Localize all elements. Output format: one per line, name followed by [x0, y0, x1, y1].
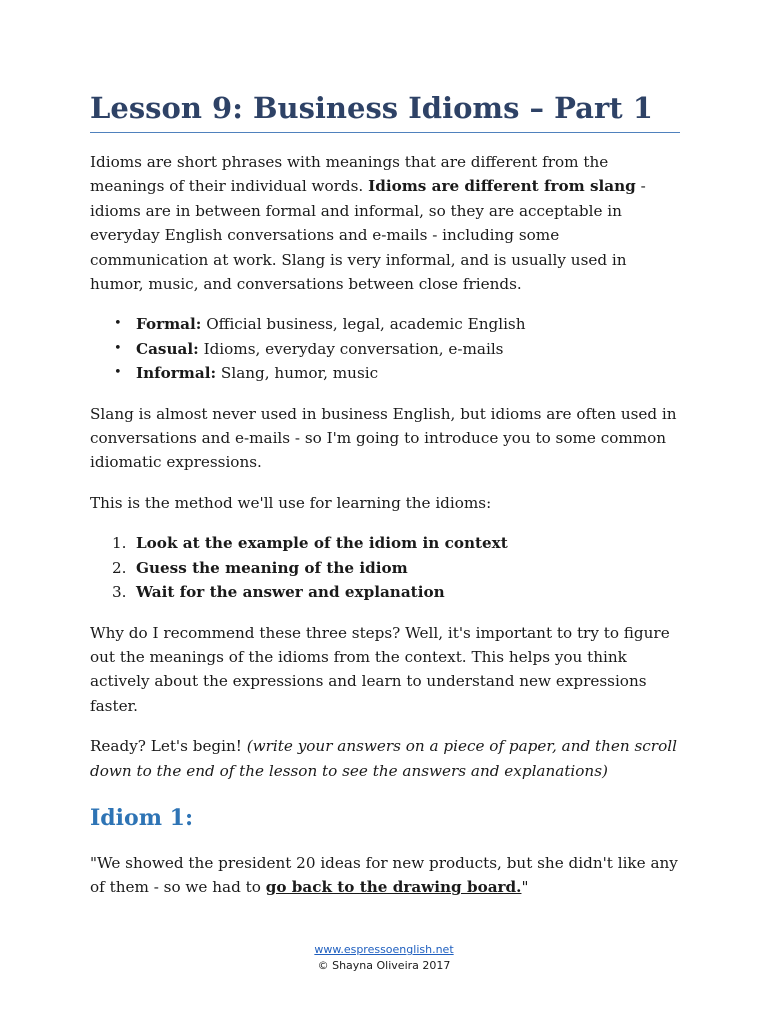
step-item: [112, 580, 680, 604]
method-intro-paragraph: This is the method we'll use for learning the idioms:: [90, 493, 492, 512]
intro-paragraph: [90, 150, 680, 296]
list-item-text: Slang, humor, music: [216, 364, 379, 383]
idiom-1-heading: Idiom 1:: [90, 804, 194, 831]
idiom-1-quote: [90, 851, 680, 900]
idiom-phrase: go back to the drawing board.: [265, 878, 522, 897]
why-paragraph: Why do I recommend these three steps? Well, it's important to try to figure out the meanings of the idioms from the context. This helps you think actively about the expressions and learn to understand new expressions faster.: [90, 623, 670, 715]
list-item-label: Casual:: [136, 339, 199, 358]
step-text: Wait for the answer and explanation: [136, 583, 445, 602]
intro-bold-text: Idioms are different from slang: [368, 177, 636, 196]
ready-lead: Ready? Let's begin!: [90, 737, 247, 756]
method-steps-list: [90, 531, 680, 604]
register-list: [90, 312, 680, 385]
page-title: Lesson 9: Business Idioms – Part 1: [90, 88, 680, 133]
document-page: [90, 88, 680, 900]
quote-text-pre: "We showed the president 20 ideas for new products, but she didn't like any of them - so we had to: [90, 853, 678, 897]
intro-text-1: Idioms are short phrases with meanings that are different from the meanings of their individual words.: [90, 153, 609, 196]
list-item-label: Formal:: [136, 315, 202, 334]
ready-instructions: (write your answers on a piece of paper, and then scroll down to the end of the lesson to see the answers and explanations): [90, 737, 677, 780]
slang-business-paragraph: Slang is almost never used in business English, but idioms are often used in conversations and e-mails - so I'm going to introduce you to some common idiomatic expressions.: [90, 404, 677, 472]
intro-text-2: - idioms are in between formal and informal, so they are acceptable in everyday English conversations and e-mails - including some communication at work. Slang is very informal, and is usually used in humor, music, and conversations between close friends.: [90, 177, 646, 294]
step-number: 1.: [112, 534, 127, 553]
step-item: [112, 531, 680, 555]
step-number: 2.: [112, 558, 127, 577]
list-item-text: Idioms, everyday conversation, e-mails: [198, 339, 504, 358]
list-item: [136, 312, 680, 336]
list-item: [136, 361, 680, 385]
list-item-label: Informal:: [136, 364, 217, 383]
copyright-text: © Shayna Oliveira 2017: [317, 959, 451, 972]
step-item: [112, 556, 680, 580]
quote-text-post: ": [521, 878, 529, 897]
step-text: Look at the example of the idiom in context: [136, 534, 508, 553]
page-footer: [0, 942, 768, 974]
list-item-text: Official business, legal, academic English: [201, 315, 526, 334]
website-link[interactable]: www.espressoenglish.net: [314, 943, 454, 956]
step-number: 3.: [112, 583, 127, 602]
list-item: [136, 337, 680, 361]
ready-paragraph: [90, 734, 680, 783]
step-text: Guess the meaning of the idiom: [136, 558, 408, 577]
